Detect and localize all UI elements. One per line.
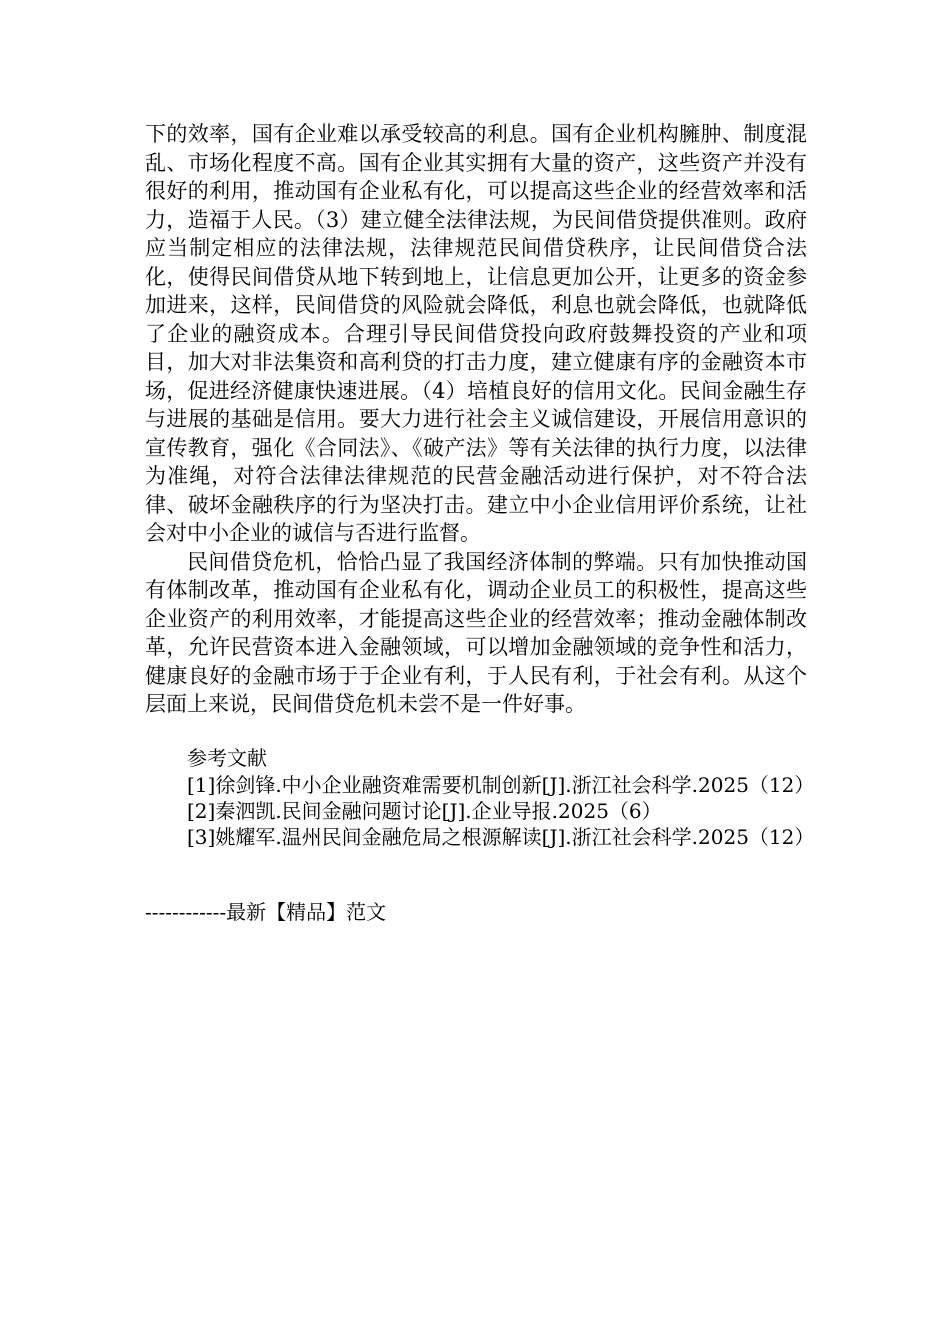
page-footer: ------------最新【精品】范文 <box>145 900 387 924</box>
reference-item-2: [2]秦泗凯.民间金融问题讨论[J].企业导报.2025（6） <box>187 798 662 823</box>
reference-item-3: [3]姚耀军.温州民间金融危局之根源解读[J].浙江社会科学.2025（12） <box>187 824 815 849</box>
body-paragraph-1: 下的效率，国有企业难以承受较高的利息。国有企业机构臃肿、制度混乱、市场化程度不高。国有企业其实拥有大量的资产，这些资产并没有很好的利用，推动国有企业私有化，可以提高这些企业的经营效率和活力，造福于人民。（3）建立健全法律法规，为民间借贷提供准则。政府应当制定相应的法律法规，法律规范民间借贷秩序，让民间借贷合法化，使得民间借贷从地下转到地上，让信息更加公开，让更多的资金参加进来，这样，民间借贷的风险就会降低，利息也就会降低，也就降低了企业的融资成本。合理引导民间借贷投向政府鼓舞投资的产业和项目，加大对非法集资和高利贷的打击力度，建立健康有序的金融资本市场，促进经济健康快速进展。（4）培植良好的信用文化。民间金融生存与进展的基础是信用。要大力进行社会主义诚信建设，开展信用意识的宣传教育，强化《合同法》、《破产法》等有关法律的执行力度，以法律为准绳，对符合法律法律规范的民营金融活动进行保护，对不符合法律、破坏金融秩序的行为坚决打击。建立中小企业信用评价系统，让社会对中小企业的诚信与否进行监督。 <box>145 122 807 545</box>
document-body <box>145 120 815 850</box>
references-heading: 参考文献 <box>187 745 267 770</box>
body-paragraph-2: 民间借贷危机，恰恰凸显了我国经济体制的弊端。只有加快推动国有体制改革，推动国有企业私有化，调动企业员工的积极性，提高这些企业资产的利用效率，才能提高这些企业的经营效率；推动金融体制改革，允许民营资本进入金融领域，可以增加金融领域的竞争性和活力，健康良好的金融市场于于企业有利，于人民有利，于社会有利。从这个层面上来说，民间借贷危机未尝不是一件好事。 <box>145 549 807 716</box>
references-section <box>145 745 815 850</box>
reference-item-1: [1]徐剑锋.中小企业融资难需要机制创新[J].浙江社会科学.2025（12） <box>187 772 815 797</box>
